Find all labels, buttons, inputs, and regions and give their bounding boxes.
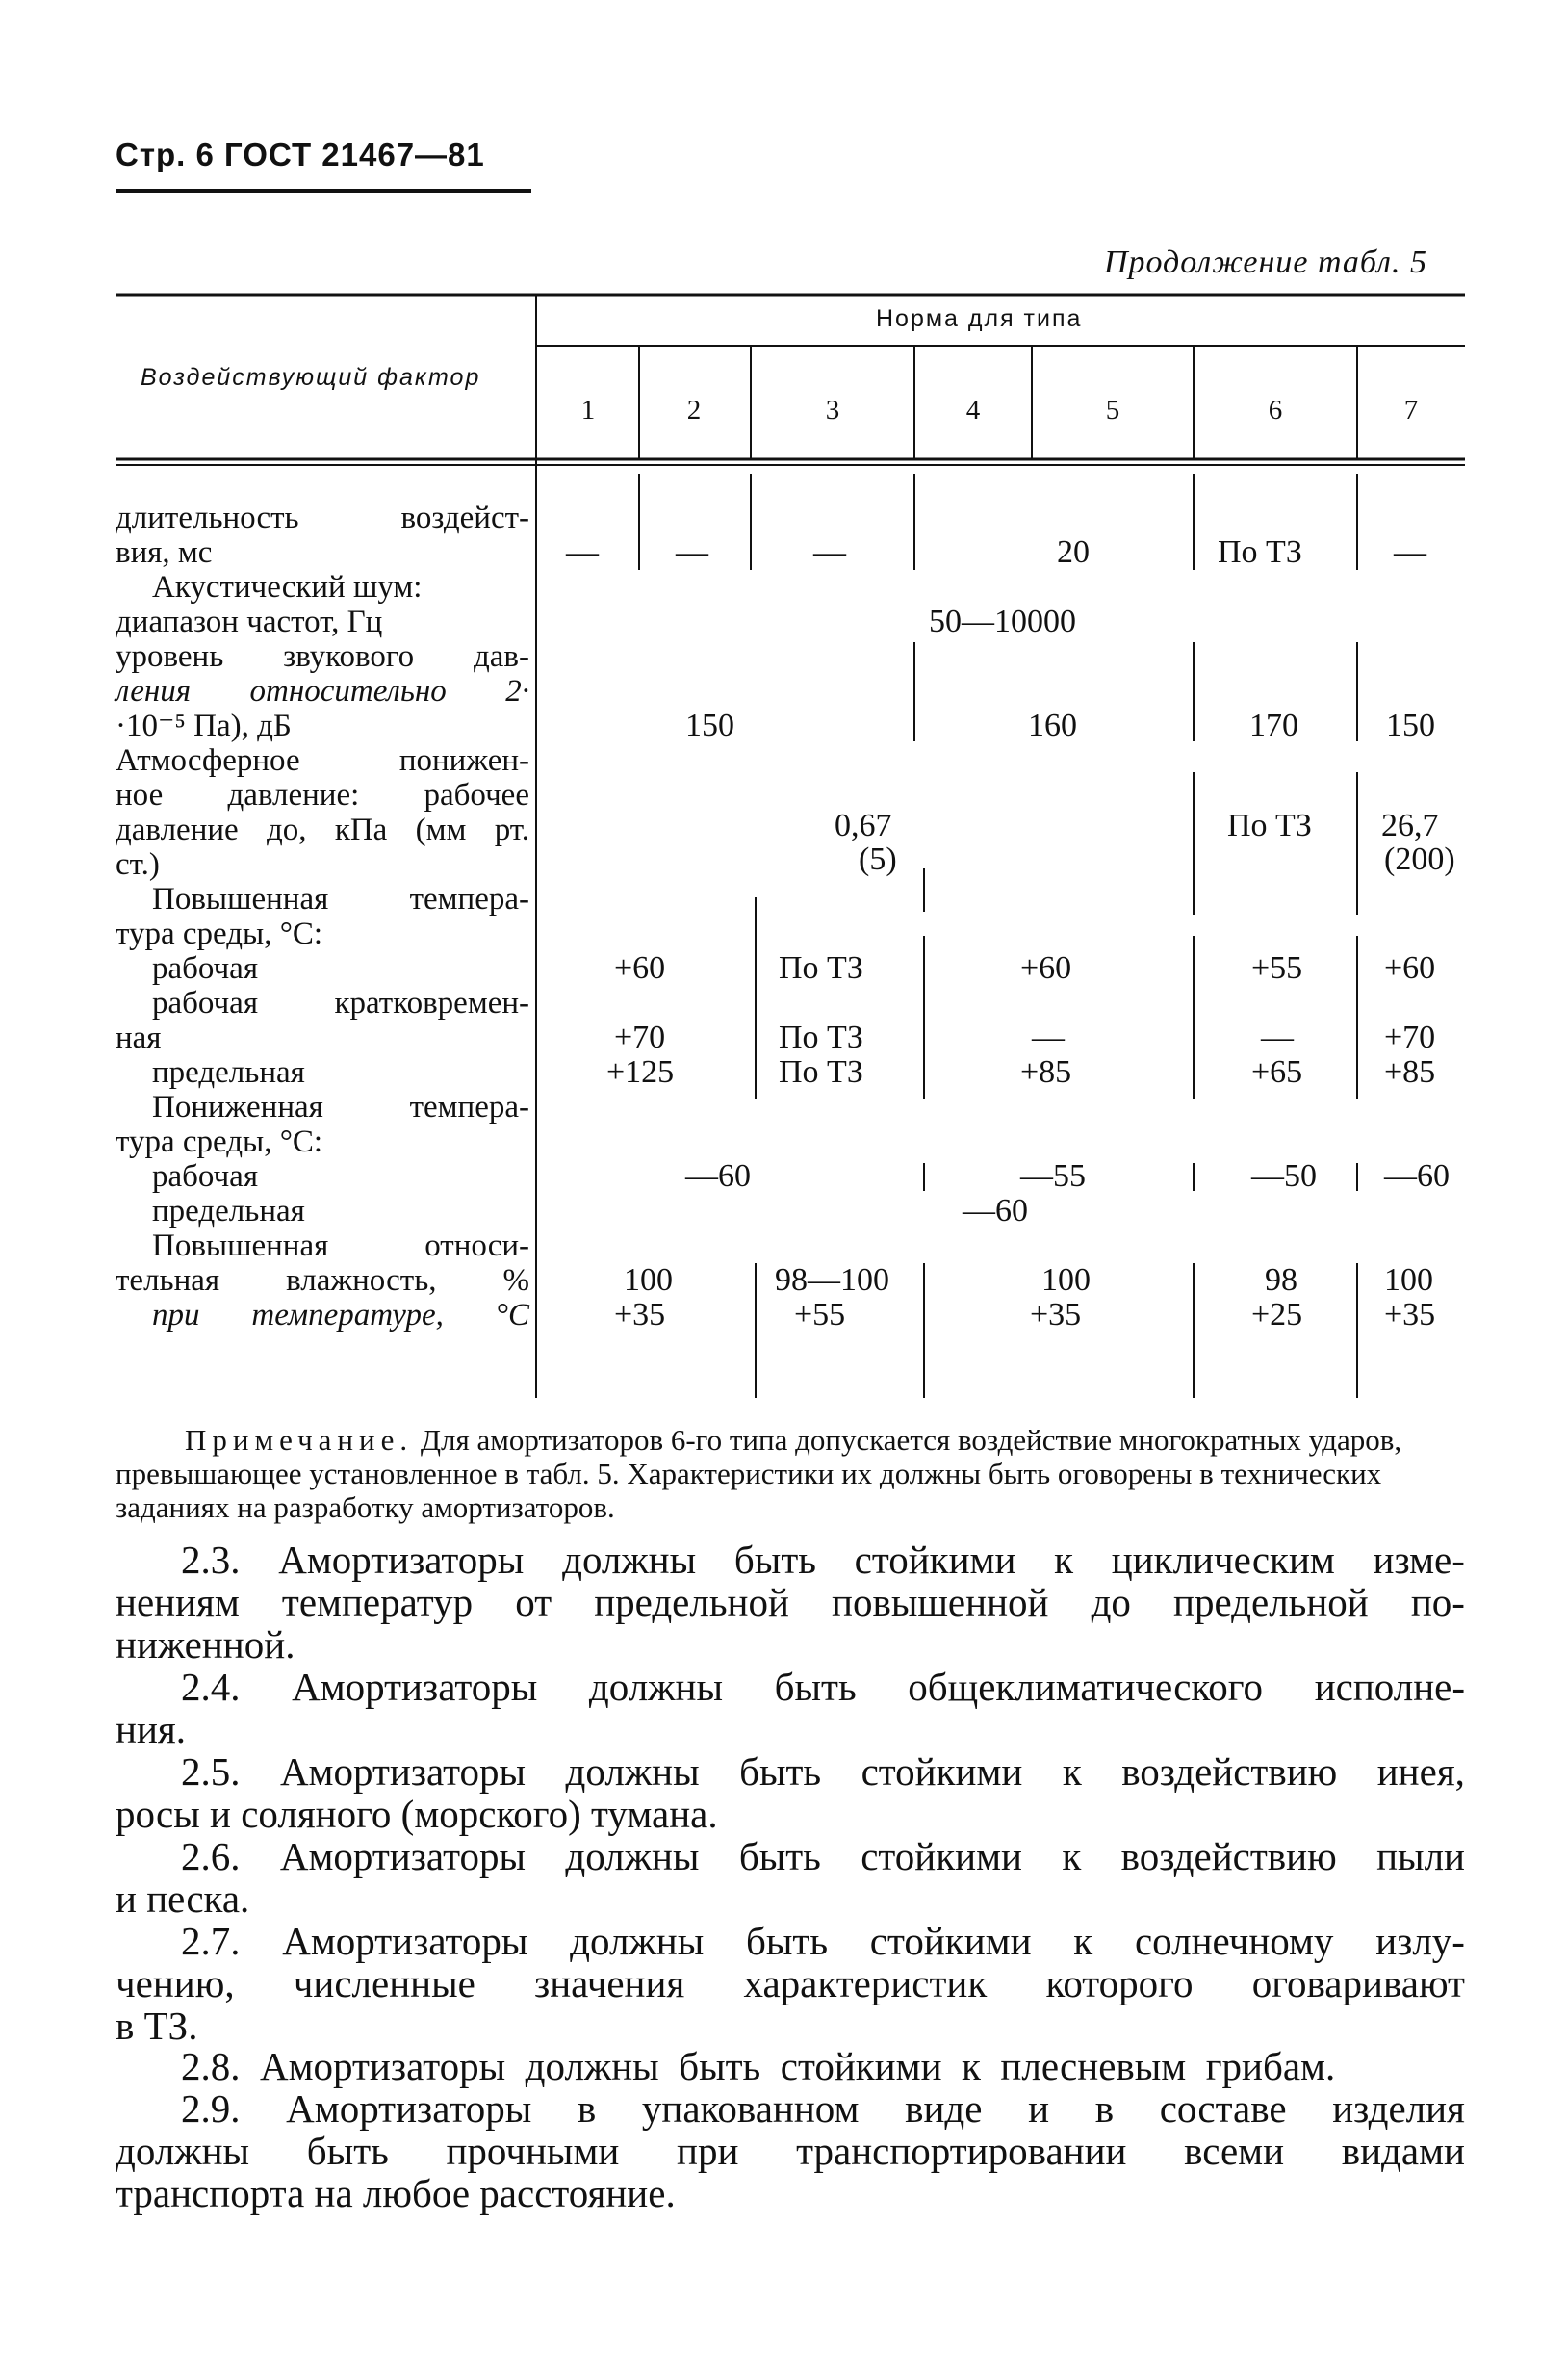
word: чению, — [116, 1961, 235, 2005]
word: ления — [116, 674, 192, 709]
cell-duration-type4-5: 20 — [1057, 534, 1090, 570]
label-line — [116, 743, 529, 778]
paragraph-line: ния. — [116, 1707, 186, 1751]
word: к — [1073, 1919, 1093, 1963]
table-note — [116, 1423, 1465, 1524]
cell-ht-short-type4-5: — — [1032, 1020, 1065, 1055]
word: оговаривают — [1251, 1961, 1465, 2005]
paragraph-line: ниженной. — [116, 1622, 295, 1667]
cell-pressure-type7-mm: (200) — [1384, 841, 1455, 877]
label-line — [116, 639, 529, 674]
paragraph-line — [116, 1835, 1465, 1877]
cell-humidity-type3: 98—100 — [775, 1262, 889, 1298]
word: быть — [739, 1749, 822, 1794]
label-line: рабочая — [152, 951, 259, 986]
word: и — [1028, 2086, 1050, 2131]
cell-spl-type4-5: 160 — [1028, 708, 1077, 743]
paragraph-line: 2.8. Амортизаторы должны быть стойкими к плесневым грибам. — [181, 2044, 1336, 2088]
word: температур — [281, 1580, 474, 1624]
word: до — [1091, 1580, 1131, 1624]
label-line — [116, 1298, 529, 1332]
cell-humidity-type7: 100 — [1384, 1262, 1433, 1298]
word: звукового — [283, 639, 415, 674]
cell-spl-type1-3: 150 — [685, 708, 734, 743]
word: должны — [562, 1538, 697, 1582]
label-line — [116, 1263, 529, 1298]
word: длительность — [116, 501, 299, 535]
cell-ht-limit-type1-2: +125 — [606, 1054, 675, 1090]
word: в — [1094, 2086, 1115, 2131]
label-line — [116, 986, 529, 1021]
word: быть — [306, 2129, 389, 2173]
cell-ht-work-type3: По ТЗ — [779, 950, 863, 986]
cell-duration-type2: — — [676, 534, 708, 570]
paragraph-line: транспорта на любое расстояние. — [116, 2171, 676, 2215]
word: должны — [565, 1834, 700, 1878]
table-continuation-label: Продолжение табл. 5 — [1103, 245, 1427, 280]
cell-duration-type1: — — [566, 534, 599, 570]
word: видами — [1341, 2129, 1465, 2173]
type-number-7: 7 — [1403, 395, 1419, 426]
word: рабочая — [152, 986, 259, 1021]
word: кПа — [334, 813, 388, 847]
word: рабочее — [424, 778, 529, 813]
word: 2.5. — [181, 1749, 241, 1794]
cell-ht-work-type7: +60 — [1384, 950, 1436, 986]
paragraph-line — [116, 1581, 1465, 1623]
row-label-high-temp — [116, 882, 529, 951]
word: прочными — [446, 2129, 620, 2173]
word: 2.3. — [181, 1538, 241, 1582]
paragraph — [116, 2045, 1465, 2087]
word: от — [515, 1580, 552, 1624]
word: характеристик — [743, 1961, 988, 2005]
paragraph — [116, 1835, 1465, 1920]
cell-ht-limit-type4-5: +85 — [1020, 1054, 1072, 1090]
cell-ht-work-type6: +55 — [1251, 950, 1303, 986]
label-line: ная — [116, 1021, 162, 1055]
word: циклическим — [1111, 1538, 1335, 1582]
paragraph-line — [116, 1750, 1465, 1793]
cell-ht-limit-type7: +85 — [1384, 1054, 1436, 1090]
word: воздействию — [1121, 1749, 1338, 1794]
cell-ht-limit-type6: +65 — [1251, 1054, 1303, 1090]
word: (мм — [415, 813, 467, 847]
paragraph — [116, 1750, 1465, 1835]
cell-humidity-type4-5: 100 — [1041, 1262, 1091, 1298]
cell-pressure-type1-5-mm: (5) — [859, 841, 897, 877]
word: быть — [738, 1834, 821, 1878]
cell-frequency-all: 50—10000 — [929, 604, 1076, 639]
label-line — [116, 778, 529, 813]
label-line: предельная — [152, 1194, 305, 1229]
word: Амортизаторы — [282, 1919, 528, 1963]
word: нениям — [116, 1580, 240, 1624]
row-label-low-temp — [116, 1090, 529, 1159]
row-label-lt-limit — [116, 1194, 529, 1229]
row-label-humidity — [116, 1229, 529, 1298]
label-line: диапазон частот, Гц — [116, 605, 383, 639]
word: при — [152, 1298, 200, 1332]
word: % — [502, 1263, 529, 1298]
word: ное — [116, 778, 164, 813]
word: исполне- — [1314, 1665, 1465, 1709]
cell-ht-short-type1-2: +70 — [614, 1020, 666, 1055]
word: к — [1062, 1749, 1082, 1794]
label-line: ст.) — [116, 847, 160, 882]
cell-duration-type7: — — [1394, 534, 1426, 570]
cell-spl-type6: 170 — [1249, 708, 1298, 743]
cell-duration-type6: По ТЗ — [1218, 534, 1302, 570]
word: стойкими — [854, 1538, 1016, 1582]
row-label-ht-short — [116, 986, 529, 1055]
word: изделия — [1332, 2086, 1465, 2131]
cell-pressure-type6: По ТЗ — [1227, 808, 1312, 843]
label-line — [116, 674, 529, 709]
word: до, — [266, 813, 307, 847]
word: понижен- — [398, 743, 529, 778]
word: значения — [534, 1961, 685, 2005]
type-number-2: 2 — [686, 395, 702, 426]
type-number-4: 4 — [965, 395, 981, 426]
word: температуре, — [251, 1298, 444, 1332]
row-label-ht-limit — [116, 1055, 529, 1090]
word: быть — [774, 1665, 857, 1709]
row-label-spl — [116, 639, 529, 743]
cell-ht-short-type6: — — [1261, 1020, 1294, 1055]
cell-pressure-type7: 26,7 — [1381, 808, 1439, 843]
paragraph — [116, 1666, 1465, 1750]
word: повышенной — [832, 1580, 1049, 1624]
cell-hum-temp-type4-5: +35 — [1030, 1297, 1082, 1332]
word: стойкими — [861, 1834, 1022, 1878]
word: предельной — [594, 1580, 789, 1624]
label-line — [116, 1090, 529, 1125]
word: 2.9. — [181, 2086, 241, 2131]
cell-ht-work-type1-2: +60 — [614, 950, 666, 986]
word: воздействию — [1120, 1834, 1337, 1878]
type-number-3: 3 — [825, 395, 840, 426]
word: в — [577, 2086, 597, 2131]
paragraph-line — [116, 2087, 1465, 2130]
word: солнечному — [1134, 1919, 1334, 1963]
type-number-1: 1 — [580, 395, 596, 426]
word: °С — [495, 1298, 529, 1332]
header-rule — [116, 189, 531, 193]
paragraph-line — [116, 1539, 1465, 1581]
word: Амортизаторы — [292, 1665, 538, 1709]
page-header: Стр. 6 ГОСТ 21467—81 — [116, 137, 485, 172]
word: дав- — [473, 639, 529, 674]
label-line: тура среды, °С: — [116, 1125, 323, 1159]
word: должны — [570, 1919, 705, 1963]
paragraph-line: росы и соляного (морского) тумана. — [116, 1792, 718, 1836]
word: Пониженная — [152, 1090, 323, 1125]
cell-ht-limit-type3: По ТЗ — [779, 1054, 863, 1090]
word: должны — [565, 1749, 700, 1794]
word: уровень — [116, 639, 224, 674]
word: темпера- — [409, 1090, 529, 1125]
paragraph-line — [116, 1666, 1465, 1708]
cell-ht-short-type3: По ТЗ — [779, 1020, 863, 1055]
cell-lt-work-type1-3: —60 — [685, 1158, 751, 1194]
label-line — [116, 1229, 529, 1263]
word: тельная — [116, 1263, 220, 1298]
cell-lt-limit-all: —60 — [963, 1193, 1028, 1229]
word: всеми — [1184, 2129, 1285, 2173]
word: стойкими — [861, 1749, 1023, 1794]
cell-pressure-type1-5: 0,67 — [835, 808, 892, 843]
row-label-humidity-temp — [116, 1298, 529, 1332]
label-line: рабочая — [152, 1159, 259, 1194]
row-label-lt-work — [116, 1159, 529, 1194]
note-text: Для амортизаторов 6-го типа допускается воздействие многократных ударов, превышающее установленное в табл. 5. Характеристики их должны быть оговорены в технических заданиях на разработку амортизаторов. — [116, 1423, 1402, 1524]
cell-humidity-type6: 98 — [1265, 1262, 1297, 1298]
row-label-frequency — [116, 605, 529, 639]
row-label-acoustic — [116, 570, 529, 605]
label-line: Акустический шум: — [152, 570, 423, 605]
word: составе — [1159, 2086, 1287, 2131]
word: виде — [905, 2086, 983, 2131]
cell-lt-work-type6: —50 — [1251, 1158, 1317, 1194]
word: давление: — [227, 778, 360, 813]
word: Повышенная — [152, 1229, 329, 1263]
row-label-duration — [116, 501, 529, 570]
row-label-pressure — [116, 743, 529, 882]
paragraph-line: и песка. — [116, 1876, 250, 1921]
label-line — [116, 501, 529, 535]
cell-lt-work-type4-5: —55 — [1020, 1158, 1086, 1194]
word: к — [1054, 1538, 1074, 1582]
word: Амортизаторы — [286, 2086, 532, 2131]
row-label-ht-work — [116, 951, 529, 986]
cell-hum-temp-type1-2: +35 — [614, 1297, 666, 1332]
paragraph-line — [116, 2130, 1465, 2172]
word: инея, — [1376, 1749, 1465, 1794]
word: пыли — [1376, 1834, 1465, 1878]
word: 2.7. — [181, 1919, 241, 1963]
paragraph-line — [116, 1962, 1465, 2005]
word: 2.6. — [181, 1834, 241, 1878]
paragraph — [116, 1539, 1465, 1666]
word: темпера- — [409, 882, 529, 917]
table-5-continued — [116, 291, 1468, 1398]
word: численные — [293, 1961, 475, 2005]
word: предельной — [1173, 1580, 1369, 1624]
word: 2.4. — [181, 1665, 241, 1709]
word: по- — [1410, 1580, 1465, 1624]
cell-humidity-type1-2: 100 — [624, 1262, 673, 1298]
label-line: вия, мс — [116, 535, 213, 570]
word: общеклиматического — [908, 1665, 1264, 1709]
label-line — [116, 813, 529, 847]
word: Амортизаторы — [279, 1834, 526, 1878]
type-number-6: 6 — [1268, 395, 1283, 426]
cell-hum-temp-type3: +55 — [794, 1297, 846, 1332]
type-number-5: 5 — [1105, 395, 1120, 426]
word: транспортировании — [796, 2129, 1127, 2173]
word: давление — [116, 813, 239, 847]
label-line: предельная — [152, 1055, 305, 1090]
cell-ht-work-type4-5: +60 — [1020, 950, 1072, 986]
paragraph-line: в ТЗ. — [116, 2004, 198, 2048]
cell-duration-type3: — — [813, 534, 846, 570]
word: упакованном — [641, 2086, 860, 2131]
cell-hum-temp-type7: +35 — [1384, 1297, 1436, 1332]
word: должны — [588, 1665, 723, 1709]
word: кратковремен- — [334, 986, 529, 1021]
cell-lt-work-type7: —60 — [1384, 1158, 1450, 1194]
norm-header: Норма для типа — [876, 305, 1083, 332]
label-line: ·10⁻⁵ Па), дБ — [116, 709, 292, 743]
word: Амортизаторы — [279, 1749, 527, 1794]
paragraph-line — [116, 1920, 1465, 1962]
paragraph — [116, 2087, 1465, 2214]
word: при — [677, 2129, 739, 2173]
cell-hum-temp-type6: +25 — [1251, 1297, 1303, 1332]
word: быть — [746, 1919, 829, 1963]
word: к — [1062, 1834, 1082, 1878]
word: 2· — [505, 674, 529, 709]
word: излу- — [1375, 1919, 1465, 1963]
word: Атмосферное — [116, 743, 300, 778]
word: относительно — [249, 674, 447, 709]
word: быть — [733, 1538, 816, 1582]
cell-ht-short-type7: +70 — [1384, 1020, 1436, 1055]
factor-column-header: Воздействующий фактор — [141, 364, 481, 391]
word: которого — [1045, 1961, 1194, 2005]
word: относи- — [424, 1229, 529, 1263]
word: рт. — [494, 813, 529, 847]
label-line — [116, 882, 529, 917]
word: изме- — [1373, 1538, 1465, 1582]
word: Повышенная — [152, 882, 329, 917]
word: влажность, — [286, 1263, 437, 1298]
word: должны — [116, 2129, 250, 2173]
word: воздейст- — [400, 501, 529, 535]
word: Амортизаторы — [278, 1538, 525, 1582]
cell-spl-type7: 150 — [1386, 708, 1435, 743]
note-word: Примечание. — [185, 1423, 414, 1457]
paragraph — [116, 1920, 1465, 2047]
label-line: тура среды, °С: — [116, 917, 323, 951]
word: стойкими — [869, 1919, 1032, 1963]
